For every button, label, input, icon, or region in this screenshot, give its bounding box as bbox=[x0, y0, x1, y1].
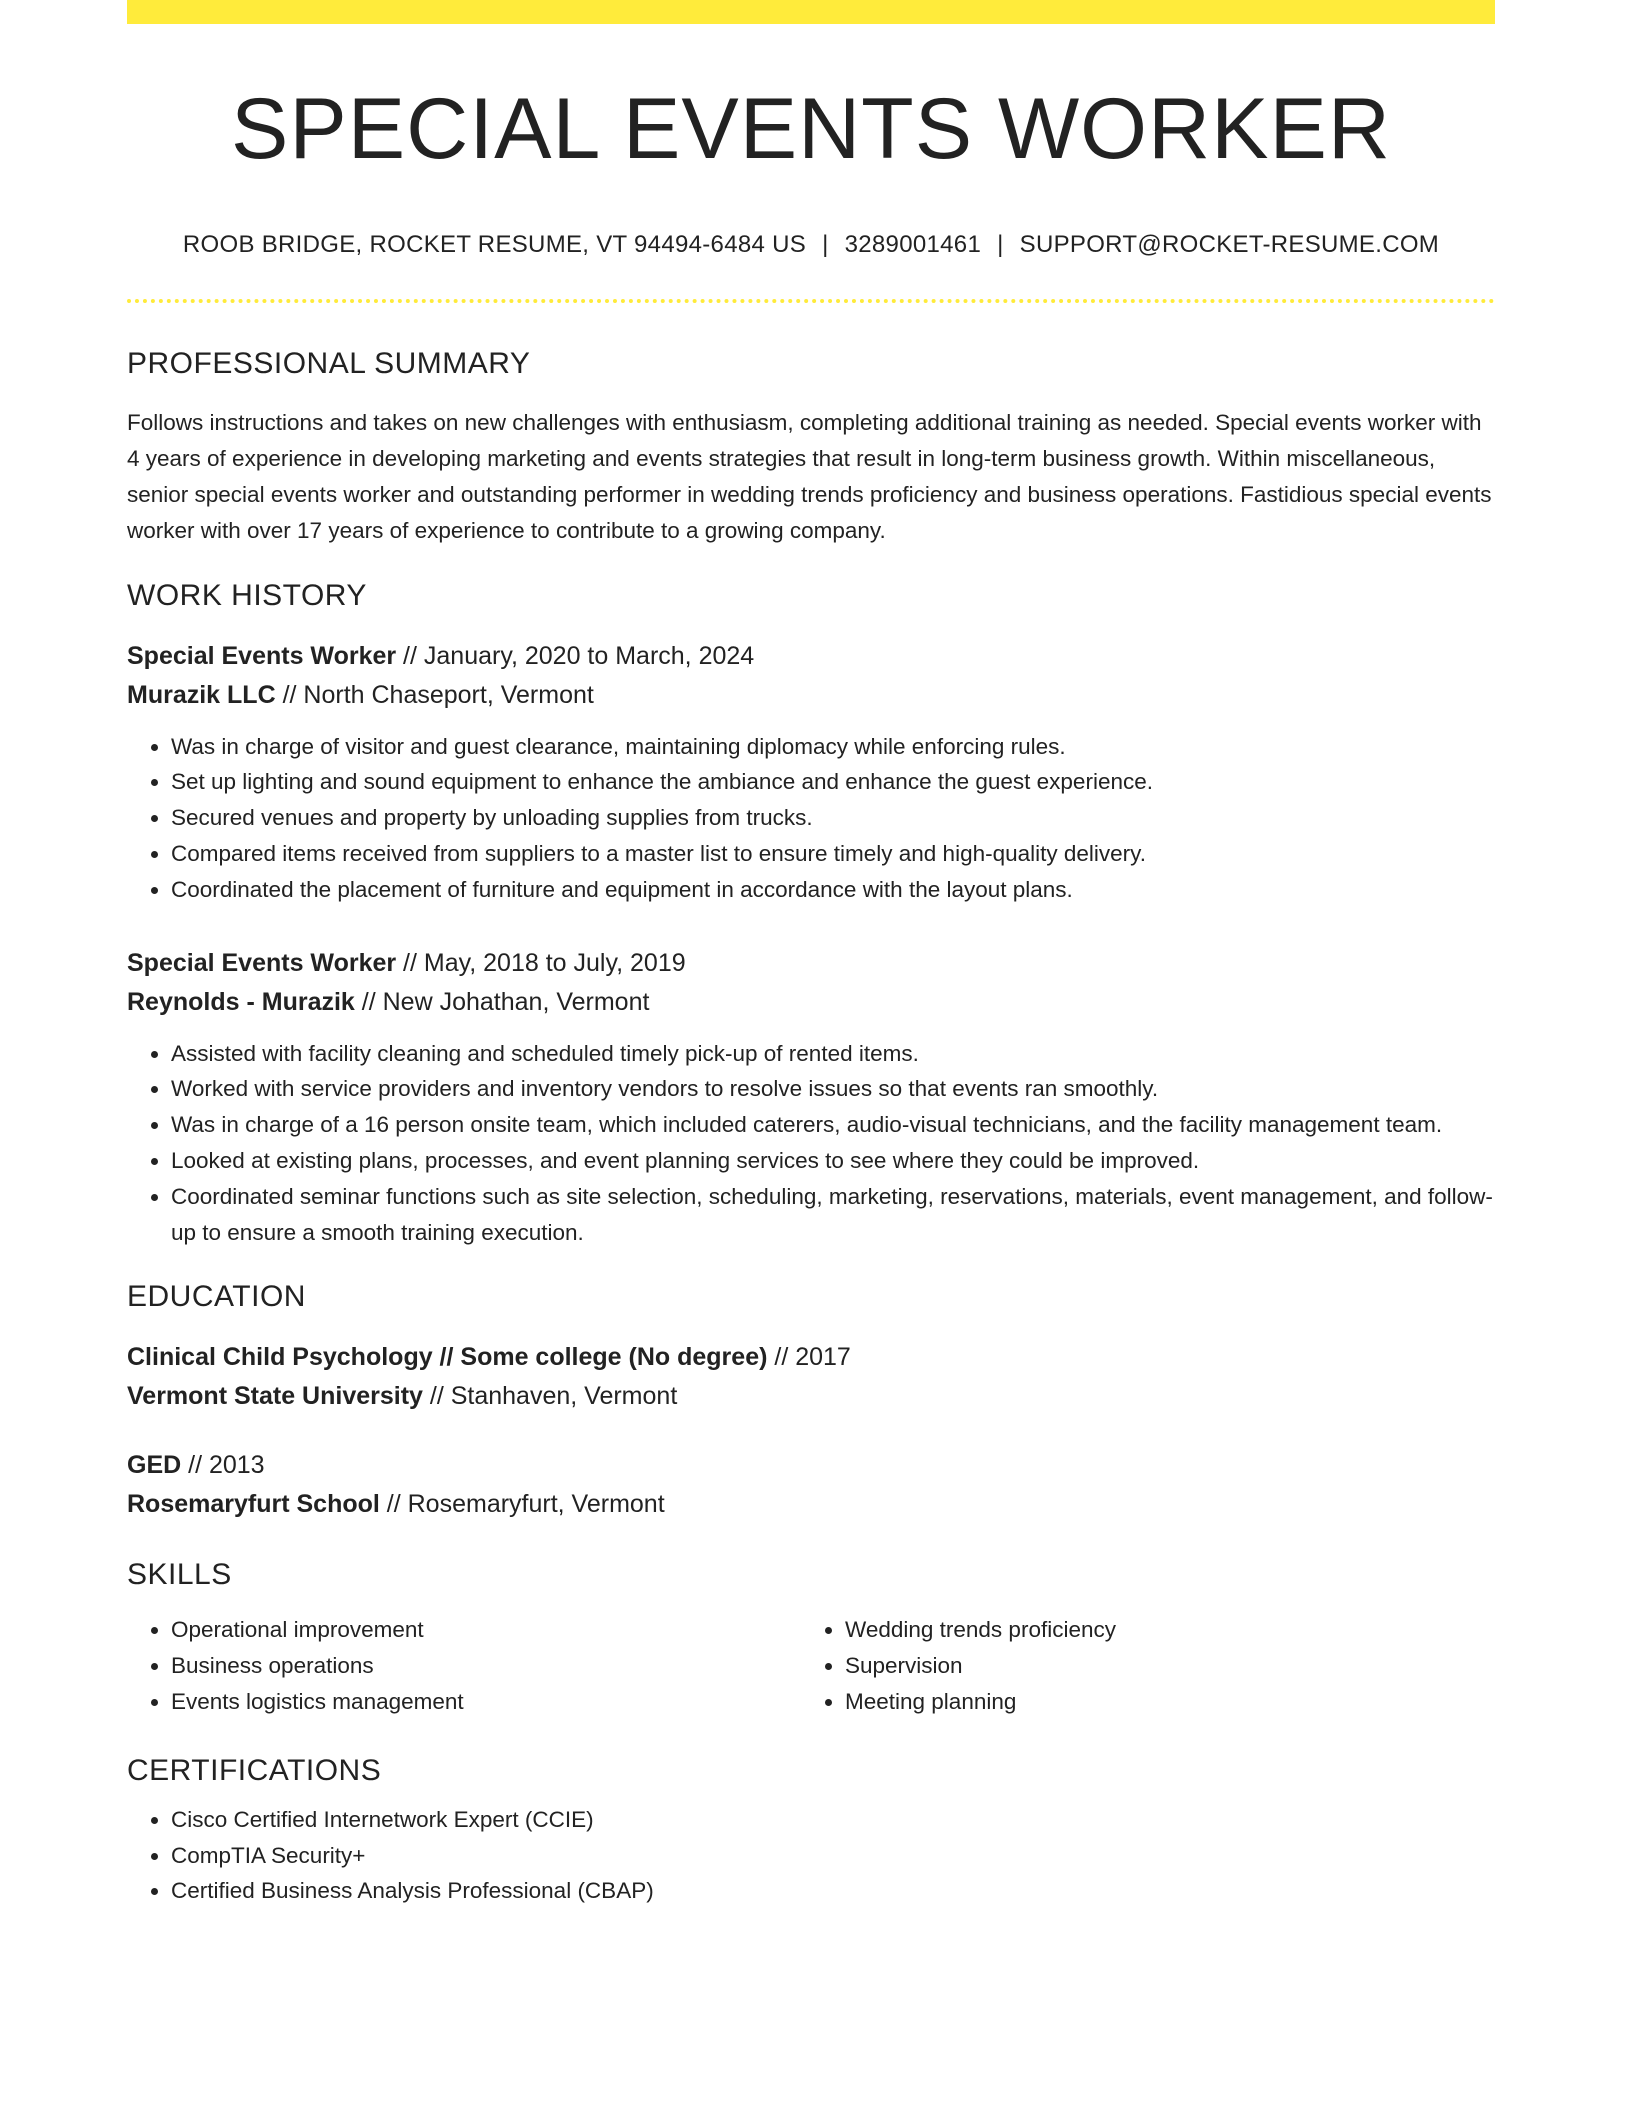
contact-email: SUPPORT@ROCKET-RESUME.COM bbox=[1019, 230, 1440, 258]
list-item: • Operational improvement bbox=[171, 1612, 801, 1648]
list-item: • Was in charge of visitor and guest clearance, maintaining diplomacy while enforcing rules. bbox=[171, 729, 1495, 765]
job-location: // North Chaseport, Vermont bbox=[275, 680, 594, 709]
education-degree: GED bbox=[127, 1451, 182, 1480]
job-company: Reynolds - Murazik bbox=[127, 987, 355, 1016]
list-item: • Certified Business Analysis Professional (CBAP) bbox=[171, 1873, 1495, 1909]
resume-page bbox=[127, 0, 1495, 1909]
section-title-summary: PROFESSIONAL SUMMARY bbox=[127, 346, 531, 380]
education-degree-line bbox=[127, 1338, 1495, 1377]
education-location: // Rosemaryfurt, Vermont bbox=[379, 1490, 665, 1519]
job-role: Special Events Worker bbox=[127, 641, 397, 670]
list-item: • Set up lighting and sound equipment to enhance the ambiance and enhance the guest experience. bbox=[171, 764, 1495, 800]
certifications-list bbox=[127, 1802, 1495, 1909]
accent-bar bbox=[127, 0, 1495, 24]
job-location: // New Johathan, Vermont bbox=[354, 987, 650, 1016]
job-entry bbox=[127, 637, 1495, 908]
education-year: // 2017 bbox=[767, 1343, 851, 1372]
education-entry bbox=[127, 1338, 1495, 1416]
contact-separator: | bbox=[997, 230, 1004, 258]
skills-list-right bbox=[801, 1612, 1475, 1719]
skills-columns bbox=[127, 1612, 1495, 1719]
job-title-line bbox=[127, 944, 1495, 983]
job-company: Murazik LLC bbox=[127, 680, 276, 709]
list-item: • Cisco Certified Internetwork Expert (CCIE) bbox=[171, 1802, 1495, 1838]
education-degree-line bbox=[127, 1446, 1495, 1485]
section-title-work-history: WORK HISTORY bbox=[127, 578, 367, 612]
list-item: • Coordinated the placement of furniture and equipment in accordance with the layout plans. bbox=[171, 872, 1495, 908]
summary-text: Follows instructions and takes on new challenges with enthusiasm, completing additional training as needed. Special events worker with 4 years of experience in developing marketing and events strategies that result in long-term business growth. Within miscellaneous, senior special events worker and outstanding performer in wedding trends proficiency and business operations. Fastidious special events worker with over 17 years of experience to contribute to a growing company. bbox=[127, 409, 1492, 543]
education-location: // Stanhaven, Vermont bbox=[422, 1382, 678, 1411]
page-title: SPECIAL EVENTS WORKER bbox=[231, 81, 1391, 177]
contact-line bbox=[127, 231, 1495, 259]
education-school-line bbox=[127, 1485, 1495, 1524]
education-entry bbox=[127, 1446, 1495, 1524]
education-school: Rosemaryfurt School bbox=[127, 1490, 380, 1519]
contact-phone: 3289001461 bbox=[844, 230, 982, 258]
list-item: • Wedding trends proficiency bbox=[845, 1612, 1475, 1648]
section-title-certifications: CERTIFICATIONS bbox=[127, 1753, 382, 1787]
list-item: • Was in charge of a 16 person onsite team, which included caterers, audio-visual technicians, and the facility management team. bbox=[171, 1107, 1495, 1143]
job-entry bbox=[127, 944, 1495, 1251]
job-company-line bbox=[127, 983, 1495, 1022]
section-title-education: EDUCATION bbox=[127, 1280, 306, 1314]
list-item: • Compared items received from suppliers to a master list to ensure timely and high-quality delivery. bbox=[171, 836, 1495, 872]
job-company-line bbox=[127, 676, 1495, 715]
job-dates: // January, 2020 to March, 2024 bbox=[396, 641, 755, 670]
education-degree: Clinical Child Psychology // Some college (No degree) bbox=[127, 1343, 768, 1372]
list-item: • Meeting planning bbox=[845, 1684, 1475, 1720]
list-item: • Secured venues and property by unloading supplies from trucks. bbox=[171, 800, 1495, 836]
education-year: // 2013 bbox=[181, 1451, 265, 1480]
job-bullets bbox=[127, 729, 1495, 908]
list-item: • Worked with service providers and inventory vendors to resolve issues so that events ran smoothly. bbox=[171, 1071, 1495, 1107]
divider bbox=[127, 299, 1495, 303]
list-item: • Coordinated seminar functions such as site selection, scheduling, marketing, reservations, materials, event management, and follow-up to ensure a smooth training execution. bbox=[171, 1179, 1495, 1251]
job-bullets bbox=[127, 1036, 1495, 1251]
list-item: • Supervision bbox=[845, 1648, 1475, 1684]
contact-address: ROOB BRIDGE, ROCKET RESUME, VT 94494-6484 US bbox=[182, 230, 807, 258]
job-role: Special Events Worker bbox=[127, 948, 397, 977]
list-item: • Assisted with facility cleaning and scheduled timely pick-up of rented items. bbox=[171, 1036, 1495, 1072]
contact-separator: | bbox=[822, 230, 829, 258]
list-item: • Looked at existing plans, processes, and event planning services to see where they could be improved. bbox=[171, 1143, 1495, 1179]
skills-list-left bbox=[127, 1612, 801, 1719]
job-dates: // May, 2018 to July, 2019 bbox=[396, 948, 686, 977]
section-title-skills: SKILLS bbox=[127, 1558, 232, 1592]
list-item: • Events logistics management bbox=[171, 1684, 801, 1720]
job-title-line bbox=[127, 637, 1495, 676]
education-school-line bbox=[127, 1377, 1495, 1416]
education-school: Vermont State University bbox=[127, 1382, 423, 1411]
list-item: • Business operations bbox=[171, 1648, 801, 1684]
list-item: • CompTIA Security+ bbox=[171, 1838, 1495, 1874]
